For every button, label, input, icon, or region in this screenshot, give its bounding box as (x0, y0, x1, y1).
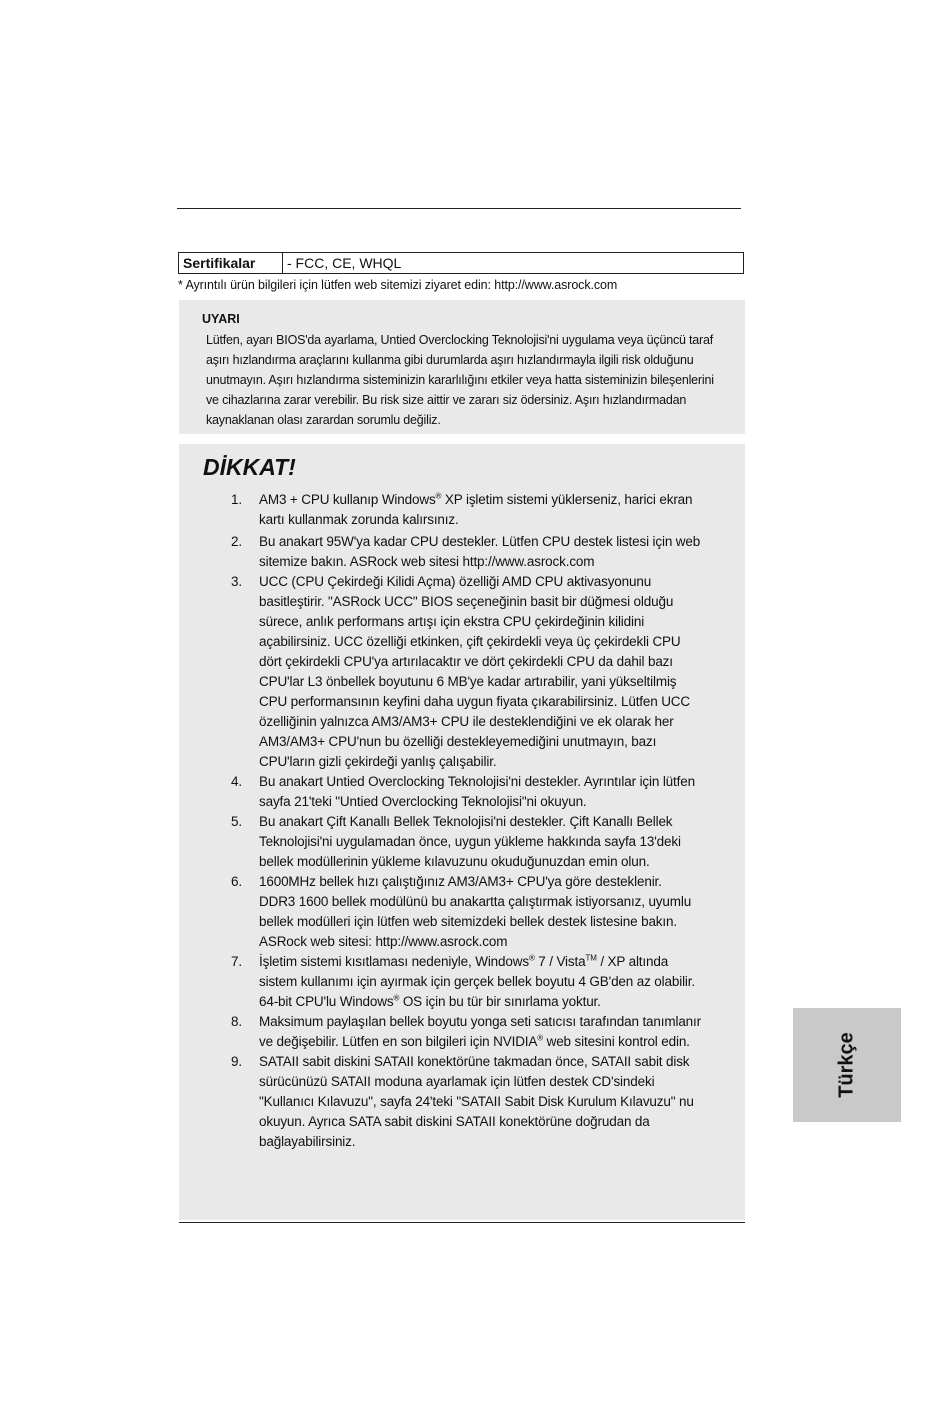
footer-rule (179, 1222, 745, 1223)
caution-box (179, 444, 745, 1220)
list-item-number: 1. (231, 492, 242, 507)
list-item (231, 872, 701, 952)
list-item (231, 812, 701, 872)
list-item-number: 4. (231, 774, 242, 789)
list-item (231, 952, 701, 1012)
list-item (231, 572, 701, 772)
list-item-number: 5. (231, 814, 242, 829)
list-item-text: 1600MHz bellek hızı çalıştığınız AM3/AM3+ CPU'ya göre desteklenir. DDR3 1600 bellek modülünü bu anakartta çalıştırmak istiyorsanız, uyumlu bellek modülleri için lütfen web sitemizdeki bellek destek listesine bakın. ASRock web sitesi: http://www.asrock.com (259, 874, 692, 949)
header-rule (177, 208, 741, 209)
product-info-footnote: * Ayrıntılı ürün bilgileri için lütfen web sitemizi ziyaret edin: http://www.asrock.com (178, 278, 618, 292)
list-item-text: AM3 + CPU kullanıp Windows® XP işletim sistemi yüklerseniz, harici ekran kartı kullanmak zorunda kalırsınız. (259, 491, 693, 527)
list-item-text: UCC (CPU Çekirdeği Kilidi Açma) özelliği AMD CPU aktivasyonunu basitleştirir. "ASRock UCC" BIOS seçeneğinin basit bir düğmesi olduğu sürece, anlık performans artışı için ekstra CPU çekirdeğinin kilidini açabilirsiniz. UCC özelliği etkinken, çift çekirdekli veya üç çekirdekli CPU dört çekirdekli CPU'ya artırılacaktır ve dört çekirdekli CPU da dahil bazı CPU'lar L3 önbellek boyutunu 6 MB'ye kadar artırabilir, yani yükseltilmiş CPU performansının keyfini daha uygun fiyata çıkarabilirsiniz. Lütfen UCC özelliğinin yalnızca AM3/AM3+ CPU ile desteklendiğini ve ek olarak her AM3/AM3+ CPU'nun bu özelliği destekleyemediğini unutmayın, bazı CPU'ların gizli çekirdeği yanlış çalışabilir. (259, 574, 691, 769)
language-side-tab (793, 1008, 901, 1122)
list-item-text: SATAII sabit diskini SATAII konektörüne takmadan önce, SATAII sabit disk sürücünüzü SATAII moduna ayarlamak için lütfen destek CD'sindeki "Kullanıcı Kılavuzu", sayfa 24'teki "SATAII Sabit Disk Kurulum Kılavuzu" nu okuyun. Ayrıca SATA sabit diskini SATAII konektörüne doğrudan da bağlayabilirsiniz. (259, 1054, 694, 1149)
list-item-text: Bu anakart 95W'ya kadar CPU destekler. Lütfen CPU destek listesi için web sitemize bakın. ASRock web sitesi http://www.asrock.com (259, 534, 701, 569)
list-item-text: İşletim sistemi kısıtlaması nedeniyle, Windows® 7 / Vista™ / XP altında sistem kullanımı için ayırmak için gerçek bellek boyutu 4 GB'den az olabilir. 64-bit CPU'lu Windows® OS için bu tür bir sınırlama yoktur. (259, 953, 695, 1009)
list-item (231, 772, 701, 812)
certifications-value: - FCC, CE, WHQL (287, 255, 402, 271)
caution-title: DİKKAT! (203, 454, 296, 480)
list-item-text: Bu anakart Çift Kanallı Bellek Teknolojisi'ni destekler. Çift Kanallı Bellek Teknolojisi'ni uygulamadan önce, uygun yükleme hakkında sayfa 13'deki bellek modüllerinin yükleme kılavuzunu okuduğunuzdan emin olun. (259, 814, 681, 869)
list-item-number: 9. (231, 1054, 242, 1069)
list-item-number: 2. (231, 534, 242, 549)
warning-box (179, 300, 745, 434)
list-item (231, 1012, 701, 1052)
list-item (231, 1052, 701, 1152)
list-item-text: Maksimum paylaşılan bellek boyutu yonga seti satıcısı tarafından tanımlanır ve değişebilir. Lütfen en son bilgileri için NVIDIA® web sitesini kontrol edin. (259, 1014, 701, 1049)
warning-title: UYARI (202, 312, 240, 326)
list-item-number: 6. (231, 874, 242, 889)
list-item-text: Bu anakart Untied Overclocking Teknolojisi'ni destekler. Ayrıntılar için lütfen sayfa 21'teki "Untied Overclocking Teknolojisi"ni okuyun. (259, 774, 695, 809)
caution-notes-list (231, 490, 701, 1152)
list-item-number: 3. (231, 574, 242, 589)
list-item (231, 532, 701, 572)
list-item-number: 7. (231, 954, 242, 969)
certifications-label: Sertifikalar (179, 253, 283, 273)
list-item-number: 8. (231, 1014, 242, 1029)
language-label: Türkçe (835, 1032, 858, 1098)
warning-text: Lütfen, ayarı BIOS'da ayarlama, Untied Overclocking Teknolojisi'ni uygulama veya üçüncü taraf aşırı hızlandırma araçlarını kullanma gibi durumlarda aşırı hızlandırmayla ilgili risk olduğunu unutmayın. Aşırı hızlandırma sisteminizin kararlılığını etkiler veya hatta sisteminizin bileşenlerini ve cihazlarına zarar verebilir. Bu risk size aittir ve zararı siz ödersiniz. Aşırı hızlandırmadan kaynaklanan olası zarardan sorumlu değiliz. (206, 333, 714, 427)
list-item (231, 490, 701, 530)
certifications-table (178, 252, 744, 274)
